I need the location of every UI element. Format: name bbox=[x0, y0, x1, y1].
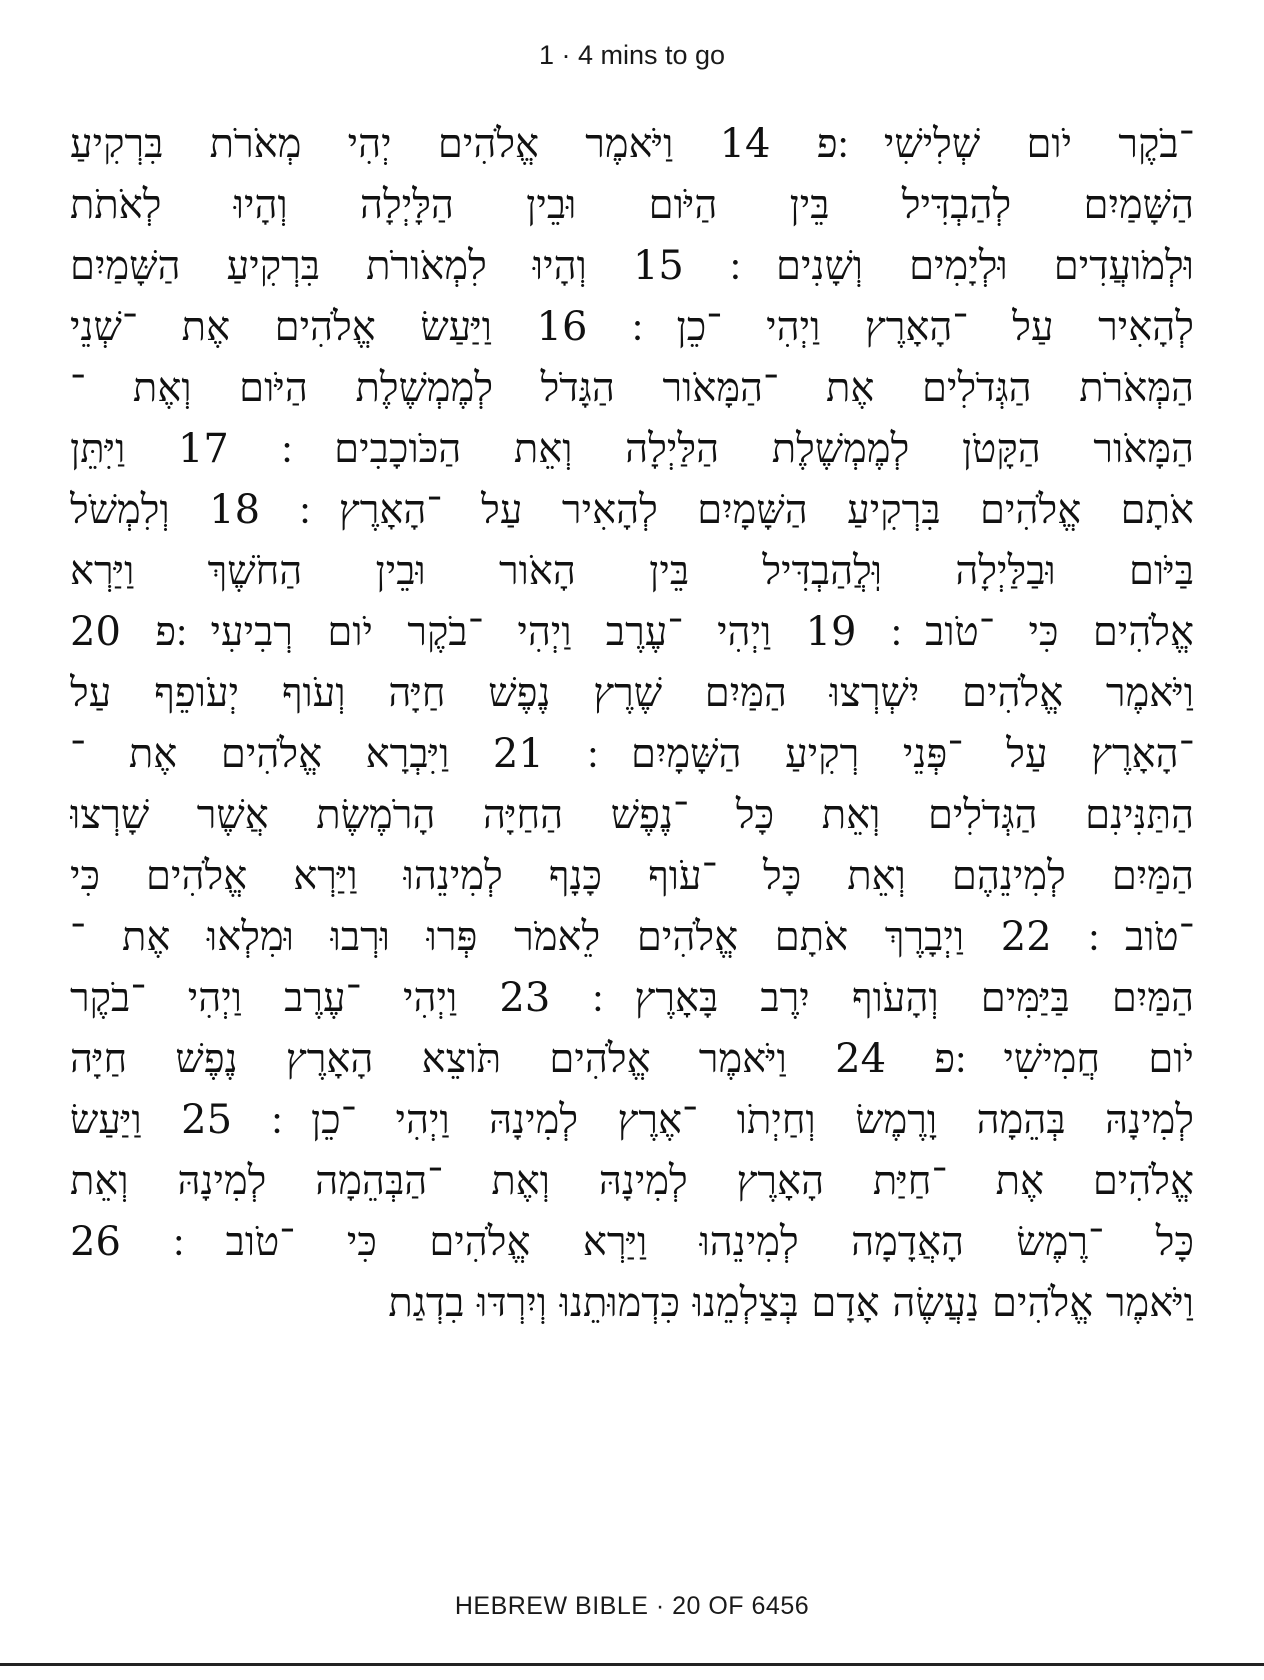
text-line: יֹום חֲמִישִׁי ׃פ 24 וַיֹּאמֶר אֱלֹהִים תֹּוצֵא הָאָרֶץ נֶפֶשׁ חַיָּה bbox=[70, 1036, 1194, 1082]
text-line: כָּל ־רֶמֶשׂ הָאֲדָמָה לְמִינֵהוּ וַיַּרְא אֱלֹהִים כִּי ־טֹוב ׃ 26 bbox=[70, 1219, 1194, 1265]
text-line: בַּיֹּום וּבַלַּיְלָה וּֽלֲהַבְדִּיל בֵּין הָאֹור וּבֵין הַחֹשֶׁךְ וַיַּרְא bbox=[70, 548, 1194, 594]
text-line: ־הָאָרֶץ עַל ־פְּנֵי רְקִיעַ הַשָּׁמָיִם ׃ 21 וַיִּבְרָא אֱלֹהִים אֶת ־ bbox=[70, 731, 1194, 777]
bottom-divider bbox=[0, 1663, 1264, 1666]
text-line: הַמַּיִם בַּיַּמִּים וְהָעֹוף יִרֶב בָּאָרֶץ ׃ 23 וַיְהִי ־עֶרֶב וַיְהִי ־בֹקֶר bbox=[70, 975, 1194, 1021]
text-line: אֱלֹהִים אֶת ־חַיַּת הָאָרֶץ לְמִינָהּ וְאֶת ־הַבְּהֵמָה לְמִינָהּ וְאֵת bbox=[70, 1158, 1194, 1204]
text-line: הַתַּנִּינִם הַגְּדֹלִים וְאֵת כָּל ־נֶפֶשׁ הַחַיָּה הָרֹמֶשֶׂת אֲשֶׁר שָׁרְצוּ bbox=[70, 792, 1194, 838]
text-line: הַשָּׁמַיִם לְהַבְדִּיל בֵּין הַיֹּום וּבֵין הַלָּיְלָה וְהָיוּ לְאֹתֹת bbox=[70, 182, 1194, 228]
text-line: לְהָאִיר עַל ־הָאָרֶץ וַיְהִי ־כֵן ׃ 16 וַיַּעַשׂ אֱלֹהִים אֶת ־שְׁנֵי bbox=[70, 304, 1194, 350]
text-line: ־טֹוב ׃ 22 וַיְבָרֶךְ אֹתָם אֱלֹהִים לֵאמֹר פְּרוּ וּרְבוּ וּמִלְאוּ אֶת ־ bbox=[70, 914, 1194, 960]
reader-page[interactable] bbox=[70, 114, 1194, 1534]
text-line: אֹתָם אֱלֹהִים בִּרְקִיעַ הַשָּׁמָיִם לְהָאִיר עַל ־הָאָרֶץ ׃ 18 וְלִמְשֹׁל bbox=[70, 487, 1194, 533]
book-location-label: HEBREW BIBLE · 20 OF 6456 bbox=[454, 1592, 810, 1620]
text-line: ־בֹקֶר יֹום שְׁלִישִׁי ׃פ 14 וַיֹּאמֶר אֱלֹהִים יְהִי מְאֹרֹת בִּרְקִיעַ bbox=[70, 121, 1194, 167]
text-line: הַמְּאֹרֹת הַגְּדֹלִים אֶת ־הַמָּאֹור הַגָּדֹל לְמֶמְשֶׁלֶת הַיֹּום וְאֶת ־ bbox=[70, 365, 1194, 411]
text-line: לְמִינָהּ בְּהֵמָה וָרֶמֶשׂ וְחַיְתֹו ־אֶרֶץ לְמִינָהּ וַיְהִי ־כֵן ׃ 25 וַיַּעַשׂ bbox=[70, 1097, 1194, 1143]
text-line: וּלְמֹועֲדִים וּלְיָמִים וְשָׁנִים ׃ 15 וְהָיוּ לִמְאֹורֹת בִּרְקִיעַ הַשָּׁמַיִם bbox=[70, 243, 1194, 289]
text-line: הַמָּאֹור הַקָּטֹן לְמֶמְשֶׁלֶת הַלַּיְלָה וְאֵת הַכֹּוכָבִים ׃ 17 וַיִּתֵּן bbox=[70, 426, 1194, 472]
text-line: אֱלֹהִים כִּי ־טֹוב ׃ 19 וַיְהִי ־עֶרֶב וַיְהִי ־בֹקֶר יֹום רְבִיעִי ׃פ 20 bbox=[70, 609, 1194, 655]
reading-progress-label: 1 · 4 mins to go bbox=[538, 40, 726, 70]
text-line: הַמַּיִם לְמִינֵהֶם וְאֵת כָּל ־עֹוף כָּנָף לְמִינֵהוּ וַיַּרְא אֱלֹהִים כִּי bbox=[70, 853, 1194, 899]
text-line: וַיֹּאמֶר אֱלֹהִים נַעֲשֶׂה אָדָם בְּצַלְמֵנוּ כִּדְמוּתֵנוּ וְיִרְדּוּ בִדְגַת bbox=[388, 1280, 1194, 1326]
text-line: וַיֹּאמֶר אֱלֹהִים יִשְׁרְצוּ הַמַּיִם שֶׁרֶץ נֶפֶשׁ חַיָּה וְעֹוף יְעֹופֵף עַל bbox=[70, 670, 1194, 716]
